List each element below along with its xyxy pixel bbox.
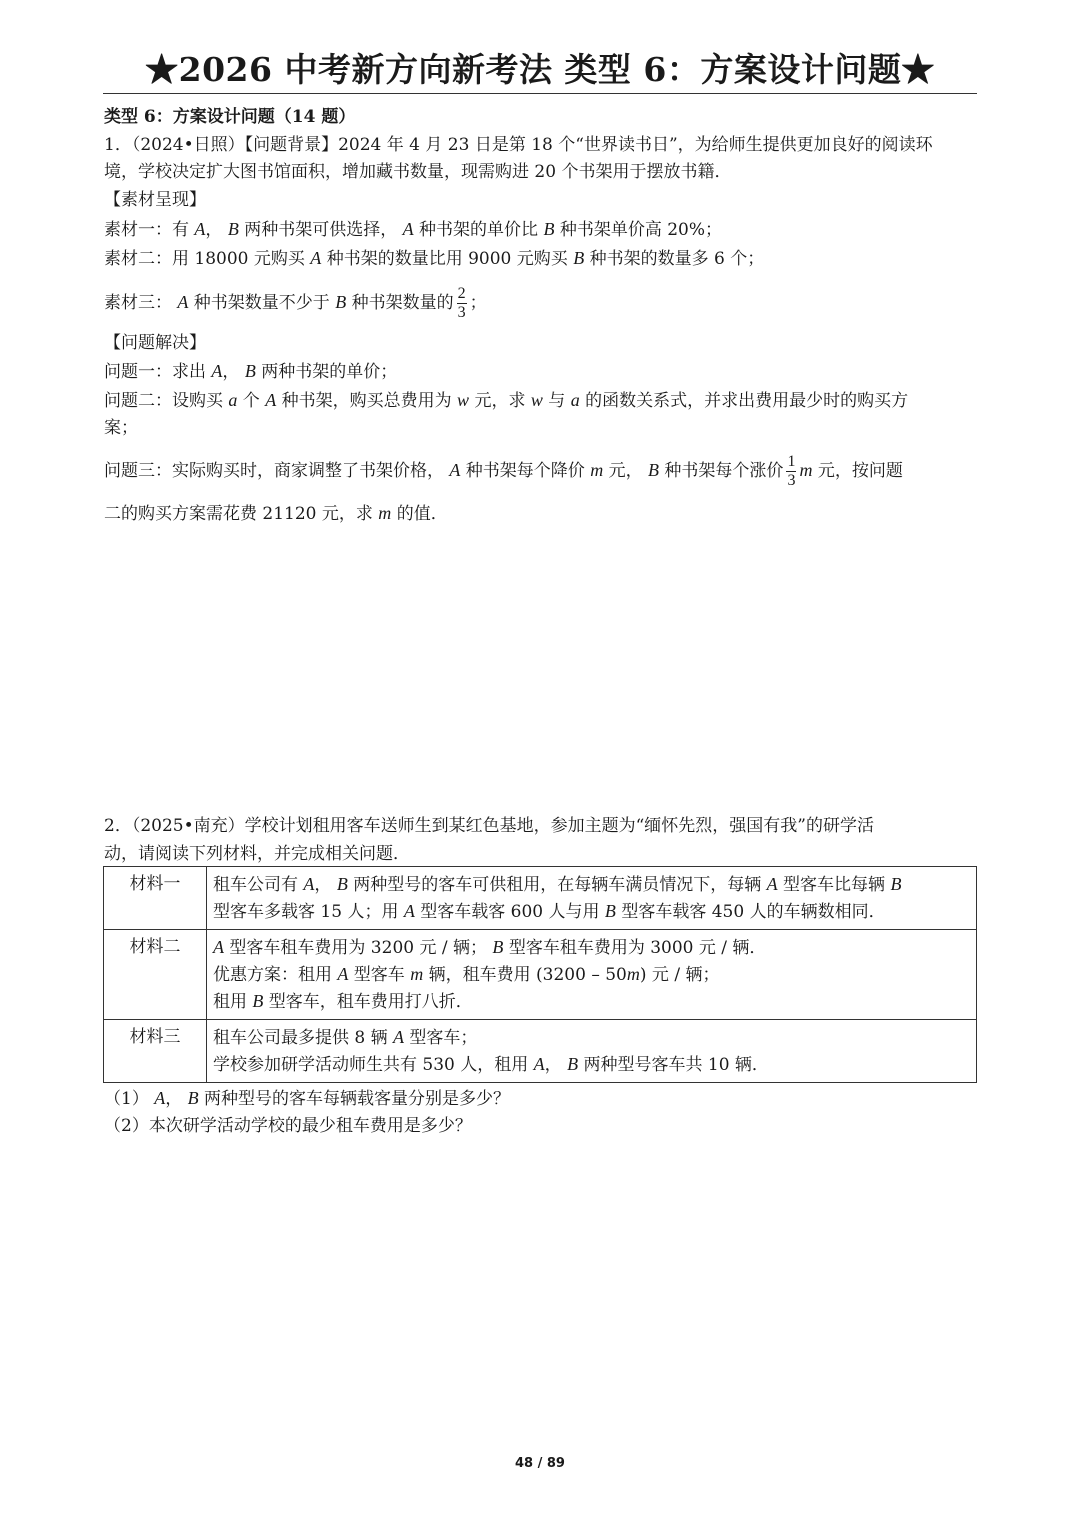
q2-ask-2: （2）本次研学活动学校的最少租车费用是多少？ [104,1116,472,1136]
material-2-label: 材料二 [104,930,207,1020]
q1-problem-1: 问题一：求出 A， B 两种书架的单价； [104,361,398,382]
q1-problem-2: 问题二：设购买 a 个 A 种书架，购买总费用为 w 元，求 w 与 a 的函数关系式，并求出费用最少时的购买方 [104,390,909,411]
q1-material-2: 素材二：用 18000 元购买 A 种书架的数量比用 9000 元购买 B 种书架的数量多 6 个； [104,248,765,269]
materials-table [103,866,977,1083]
fraction-one-third: $\frac{1}{3}$ [787,453,796,489]
q1-materials-heading: 【素材呈现】 [104,190,206,210]
page-number: 48 / 89 [515,1456,565,1471]
q1-line-2: 境，学校决定扩大图书馆面积，增加藏书数量，现需购进 20 个书架用于摆放书籍． [104,162,732,182]
q1-problem-3-cont: 二的购买方案需花费 21120 元，求 m 的值． [104,503,448,524]
q2-line-2: 动，请阅读下列材料，并完成相关问题． [104,844,410,864]
q1-solve-heading: 【问题解决】 [104,333,206,353]
material-1-content: 租车公司有 A， B 两种型号的客车可供租用，在每辆车满员情况下，每辆 A 型客车比每辆 B 型客车多载客 15 人；用 A 型客车载客 600 人与用 B 型客车载客 450 人的车辆数相同． [207,867,977,930]
table-row [104,867,977,930]
q2-line-1: 2．（2025•南充）学校计划租用客车送师生到某红色基地，参加主题为“缅怀先烈，强国有我”的研学活 [104,816,874,836]
q1-material-3: 素材三： A 种书架数量不少于 B 种书架数量的 $\frac{2}{3}$ ； [104,285,487,321]
material-3-content: 租车公司最多提供 8 辆 A 型客车； 学校参加研学活动师生共有 530 人，租用 A， B 两种型号客车共 10 辆． [207,1020,977,1083]
q1-material-1: 素材一：有 A， B 两种书架可供选择， A 种书架的单价比 B 种书架单价高 20%； [104,219,723,240]
material-1-label: 材料一 [104,867,207,930]
q1-line-1: 1．（2024•日照）【问题背景】2024 年 4 月 23 日是第 18 个“世界读书日”，为给师生提供更加良好的阅读环 [104,135,933,155]
page-title: ★2026 中考新方向新考法 类型 6：方案设计问题★ [145,50,935,89]
table-row [104,930,977,1020]
table-row [104,1020,977,1083]
material-2-content: A 型客车租车费用为 3200 元 / 辆； B 型客车租车费用为 3000 元 / 辆． 优惠方案：租用 A 型客车 m 辆，租车费用 (3200 – 50m) 元 / 辆； 租用 B 型客车，租车费用打八折． [207,930,977,1020]
q1-problem-3: 问题三：实际购买时，商家调整了书架价格， A 种书架每个降价 m 元， B 种书架每个涨价 $\frac{1}{3}$ m 元，按问题 [104,453,903,489]
fraction-two-thirds: $\frac{2}{3}$ [457,285,466,321]
material-3-label: 材料三 [104,1020,207,1083]
q2-ask-1: （1） A， B 两种型号的客车每辆载客量分别是多少？ [104,1088,511,1109]
section-title: 类型 6：方案设计问题（14 题） [104,107,356,127]
q1-problem-2-cont: 案； [104,418,138,438]
title-divider [103,93,977,94]
